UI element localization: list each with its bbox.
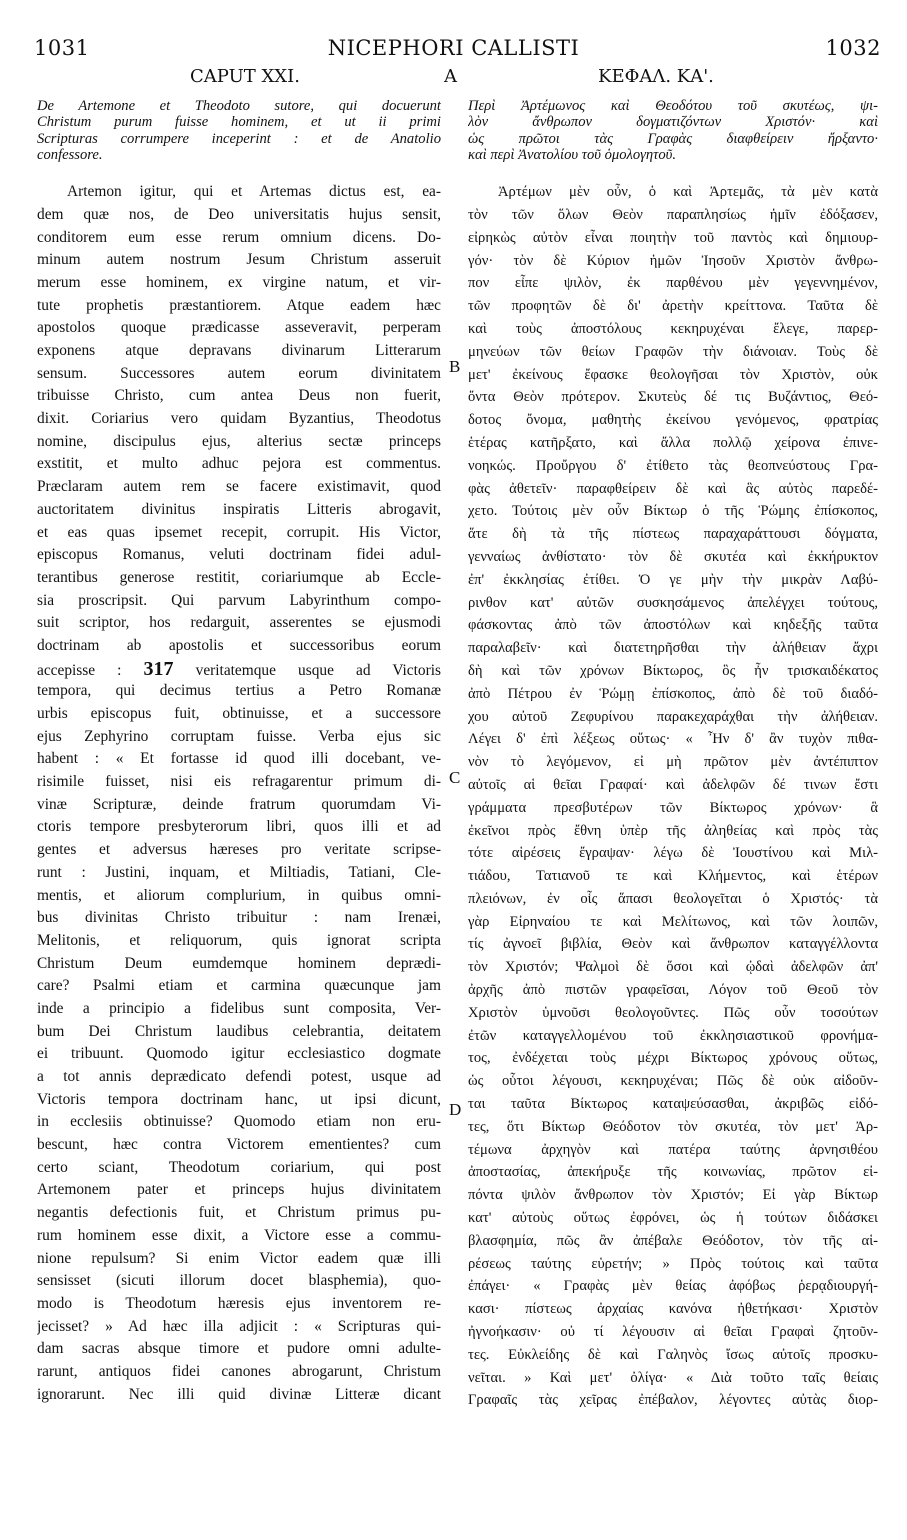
right-page-number: 1032 bbox=[825, 36, 881, 60]
latin-lines-part2 bbox=[37, 680, 441, 1406]
text-line: Χριστὸν ὑμνοῦσι θεολογοῦντες. Πῶς οὖν τοσούτων bbox=[468, 1004, 878, 1021]
text-line: bum Dei Christum laudibus celebrantia, deitatem bbox=[37, 1022, 441, 1040]
text-line: terantibus generose restitit, coriariumque ab Eccle- bbox=[37, 568, 441, 586]
text-line: conditorem eum esse rerum omnium dicens. Do- bbox=[37, 228, 441, 246]
latin-chapter-heading: CAPUT XXI. bbox=[190, 66, 300, 87]
latin-lines-part1 bbox=[37, 181, 441, 657]
text-line: καὶ τοὺς ἀποστόλους κεκηρυχέναι ἔλεγε, παρερ- bbox=[468, 320, 878, 337]
text-line: dem quæ nos, de Deo universitatis hujus sensit, bbox=[37, 205, 441, 223]
text-line: bescunt, hæc contra Victorem ementientes? cum bbox=[37, 1136, 441, 1154]
text-line: nomine, discipulus ejus, alterius sectæ princeps bbox=[37, 432, 441, 450]
latin-column bbox=[37, 98, 441, 1406]
summary-line: Περὶ Ἀρτέμωνος καὶ Θεοδότου τοῦ σκυτέως, ψι- bbox=[468, 98, 878, 114]
margin-letter-d: D bbox=[449, 1100, 462, 1119]
text-line: τιάδου, Τατιανοῦ τε καὶ Κλήμεντος, καὶ ἑτέρων bbox=[468, 868, 878, 885]
text-line: κασι· πίστεως ἀρχαίας κανόνα ἠθετήκασι· Χριστὸν bbox=[468, 1301, 878, 1318]
page-ref-prefix: accepisse : bbox=[37, 661, 122, 679]
text-line: exponens atque depravans divinarum Litterarum bbox=[37, 342, 441, 359]
text-line: τίς ἀγνοεῖ βιβλία, Θεὸν καὶ ἄνθρωπον καταγγέλλοντα bbox=[468, 936, 878, 953]
text-line: τότε αἱρέσεις ἔγραψαν· λέγω δὲ Ἰουστίνου καὶ Μιλ- bbox=[468, 845, 878, 862]
text-line: tute prophetis præstantiorem. Atque eadem hæc bbox=[37, 296, 441, 314]
text-line: ὡς οὗτοι λέγουσι, κεκηρυχέναι; Πῶς δὲ οὐκ αἰδοῦν- bbox=[468, 1073, 878, 1090]
text-line: γράμματα πρεσβυτέρων τῶν Βίκτωρος χρόνων· ἃ bbox=[468, 799, 878, 816]
text-line: ἀρχῆς ἀπὸ πιστῶν γραφεῖσαι, Λόγον τοῦ Θεοῦ τὸν bbox=[468, 982, 878, 999]
text-line: in ecclesiis obtinuisse? Quomodo etiam non eru- bbox=[37, 1113, 441, 1131]
text-line: nione repulsum? Si enim Victor eadem quæ illi bbox=[37, 1249, 441, 1267]
summary-line: καὶ περὶ Ἀνατολίου τοῦ ὁμολογητοῦ. bbox=[468, 146, 676, 163]
text-line: Artemonem pater et princeps hujus divinitatem bbox=[37, 1181, 441, 1199]
text-line: τὸν Χριστόν; Ψαλμοὶ δὲ ὅσοι καὶ ᾠδαὶ ἀδελφῶν ἀπ' bbox=[468, 959, 878, 976]
text-line: γὰρ Εἰρηναίου τε καὶ Μελίτωνος, καὶ τῶν λοιπῶν, bbox=[468, 913, 878, 930]
text-line: τῶν προφητῶν δὲ δι' ἀρετὴν κρείττονα. Ταῦτα δὲ bbox=[468, 298, 878, 315]
text-line: ejus Zephyrino corruptam fuisse. Verba ejus sic bbox=[37, 727, 441, 745]
text-line: νεῖται. » Καὶ μετ' ὀλίγα· « Διὰ τοῦτο ταῖς θείαις bbox=[468, 1369, 878, 1386]
text-line: minum autem nostrum Jesum Christum asseruit bbox=[37, 251, 441, 269]
summary-line: Christum purum fuisse hominem, et ut ii primi bbox=[37, 114, 441, 131]
text-line: ἀποστασίας, ἀπεκήρυξε τῆς κοινωνίας, πρῶτον εἰ- bbox=[468, 1164, 878, 1181]
text-line: sia proscripsit. Qui parvum Labyrinthum compo- bbox=[37, 591, 441, 609]
text-line: γόν· τὸν δὲ Κύριον ἡμῶν Ἰησοῦν Χριστὸν ἄνθρω- bbox=[468, 252, 878, 269]
text-line: τέμωνα ἀρχηγὸν καὶ πατέρα ταύτης ἀρνησιθέου bbox=[468, 1141, 878, 1158]
summary-line: Scripturas corrumpere inceperint : et de Anatolio bbox=[37, 130, 441, 147]
text-line: τες. Εὐκλείδης δὲ καὶ Γαληνὸς ἴσως αὐτοῖς προσκυ- bbox=[468, 1346, 878, 1363]
text-line: Victoris tempora doctrinam hanc, ut ipsi dicunt, bbox=[37, 1090, 441, 1108]
text-line: apostolos quoque prædicasse asseveravit, perperam bbox=[37, 319, 441, 337]
margin-letter-b: B bbox=[449, 357, 461, 376]
summary-line: De Artemone et Theodoto sutore, qui docuerunt bbox=[37, 98, 441, 114]
text-line: ται ταῦτα Βίκτωρος καταψεύσασθαι, ἀκριβῶς εἰδό- bbox=[468, 1096, 878, 1113]
text-line: παραλαβεῖν· καὶ διατετηρῆσθαι τὴν ἀλήθειαν ἄχρι bbox=[468, 640, 878, 657]
text-line: urbis episcopus fuit, obtinuisse, et a successore bbox=[37, 705, 441, 722]
text-line: merum esse hominem, ex virgine natum, et vir- bbox=[37, 273, 441, 291]
text-line: Melitonis, et reliquorum, quis ignorat scripta bbox=[37, 931, 441, 949]
greek-body-text bbox=[468, 181, 878, 1412]
text-line: suit scriptor, hos redarguit, asserentes se ejusmodi bbox=[37, 614, 441, 632]
text-line: τὸν τῶν ὅλων Θεὸν παραπλησίως ἡμῖν ἐδόξασεν, bbox=[468, 206, 878, 223]
text-line: νὸν τὸ λεγόμενον, εἰ μὴ πρῶτον μὲν ἀντέπιπτον bbox=[468, 754, 878, 771]
text-line: mentis, et aliorum complurium, in quibus omni- bbox=[37, 886, 441, 904]
greek-chapter-heading: ΚΕΦΑΛ. ΚΑ'. bbox=[598, 66, 714, 87]
text-line: μηνεύων τῶν θείων Γραφῶν τὴν διάνοιαν. Τοὺς δὲ bbox=[468, 343, 878, 360]
margin-letter-a: A bbox=[444, 66, 457, 87]
summary-line: ὡς πρῶτοι τὰς Γραφὰς διαφθείρειν ἤρξαντο· bbox=[468, 130, 878, 147]
text-line: ignorarunt. Nec illi quid divinæ Litteræ dicant bbox=[37, 1385, 441, 1403]
text-line: ὄντα Θεὸν πρότερον. Σκυτεὺς δέ τις Βυζάντιος, Θεό- bbox=[468, 389, 878, 406]
text-line: gentes et adversus hæreses pro veritate scripse- bbox=[37, 841, 441, 859]
text-line: ρινθον κατ' αὐτῶν συσκησάμενος ἀπελέγχει τούτους, bbox=[468, 594, 878, 611]
text-line: modo is Theodotum hæresis ejus inventorem re- bbox=[37, 1294, 441, 1312]
text-line: τες, ὅτι Βίκτωρ Θεόδοτον τὸν σκυτέα, τὸν μετ' Ἀρ- bbox=[468, 1118, 878, 1135]
text-line: δοτος ὄνομα, μαθητὴς ἐκείνου γενόμενος, φρατρίας bbox=[468, 412, 878, 429]
text-line: rarunt, antiquos fidei canones abrogarunt, Christum bbox=[37, 1362, 441, 1380]
text-line: ἐτῶν καταγγελλομένου τοῦ ἐκκλησιαστικοῦ φρονήμα- bbox=[468, 1027, 878, 1044]
text-line: αὐτοῖς αἱ θεῖαι Γραφαί· καὶ ἀδελφῶν δέ τινων ἔστι bbox=[468, 776, 878, 793]
text-line: ἀπὸ Πέτρου ἐν Ῥώμῃ ἐπίσκοπος, ἀπὸ δὲ τοῦ διαδό- bbox=[468, 685, 878, 702]
text-line: runt : Justini, inquam, et Miltiadis, Tatiani, Cle- bbox=[37, 863, 441, 881]
text-line: Ἀρτέμων μὲν οὖν, ὁ καὶ Ἀρτεμᾶς, τὰ μὲν κατὰ bbox=[498, 184, 878, 201]
text-line: Præclaram autem rem se facere existimavit, quod bbox=[37, 478, 441, 496]
text-line: ctoris tempore presbyterorum libri, quos illi et ad bbox=[37, 818, 441, 836]
running-title: NICEPHORI CALLISTI bbox=[327, 36, 580, 60]
text-line: φὰς ἀθετεῖν· παραφθείρειν δὲ καὶ ἃς αὐτὸς παρεδέ- bbox=[468, 480, 878, 497]
text-line: ρέσεως ταύτης εὑρετήν; » Πρὸς τούτοις καὶ ταῦτα bbox=[468, 1255, 878, 1272]
text-line: certo sciant, Theodotum coriarium, qui post bbox=[37, 1158, 441, 1176]
text-line: dixit. Coriarius vero quidam Byzantius, Theodotus bbox=[37, 410, 441, 428]
text-line: μετ' ἐκείνους ἔφασκε θεολογῆσαι τὸν Χριστὸν, οὐκ bbox=[468, 366, 878, 383]
latin-summary bbox=[37, 98, 441, 163]
margin-letter-c: C bbox=[449, 768, 461, 787]
text-line: habent : « Et fortasse id quod illi docebant, ve- bbox=[37, 750, 441, 768]
text-line: exstitit, et multo adhuc pejora est commentus. bbox=[37, 455, 441, 473]
text-line: χετο. Τούτοις μὲν οὖν Βίκτωρ ὁ τῆς Ῥώμης ἐπίσκοπος, bbox=[468, 503, 878, 520]
summary-line: λὸν ἄνθρωπον δογματιζόντων Χριστόν· καὶ bbox=[468, 114, 878, 131]
text-line: dam sacras absque timore et pudore omni adulte- bbox=[37, 1340, 441, 1358]
text-line: tribuisse Christo, cum antea Deus non fuerit, bbox=[37, 387, 441, 405]
text-line: Christum Deum eumdemque hominem deprædi- bbox=[37, 954, 441, 972]
page-ref-number: 317 bbox=[143, 657, 174, 680]
text-line: inde a principio a fidelibus sunt composita, Ver- bbox=[37, 999, 441, 1017]
latin-body-text bbox=[37, 181, 441, 1406]
text-line: a tot annis deprædicato defendi potest, usque ad bbox=[37, 1068, 441, 1085]
text-line: bus divinitas Christo tribuitur : nam Irenæi, bbox=[37, 909, 441, 927]
text-line: νοηκώς. Προὔργου δ' ἐτίθετο τὰς θεοπνεύστους Γρα- bbox=[468, 457, 878, 474]
text-line: care? Psalmi etiam et carmina quæcunque jam bbox=[37, 977, 441, 995]
text-line: ἐπάγει· « Γραφὰς μὲν θείας ἀφόβως ῥερᾳδιουργή- bbox=[468, 1278, 878, 1295]
text-line: πλειόνων, ἐν οἷς ἅπασι θεολογεῖται ὁ Χριστός· τὰ bbox=[468, 890, 878, 907]
text-line: doctrinam ab apostolis et successoribus eorum bbox=[37, 636, 441, 654]
text-line: et eas quas ipsemet recepit, corrupit. His Victor, bbox=[37, 523, 441, 541]
summary-line: confessore. bbox=[37, 146, 103, 163]
text-line: negantis defectionis fuit, et Christum primus pu- bbox=[37, 1204, 441, 1222]
greek-summary bbox=[468, 98, 878, 163]
page-ref-suffix: veritatemque usque ad Victoris bbox=[195, 661, 441, 679]
text-line: Artemon igitur, qui et Artemas dictus est, ea- bbox=[67, 183, 441, 201]
text-line: τος, ἐνδέχεται τοὺς μέχρι Βίκτωρος χρόνους οὕτως, bbox=[468, 1050, 878, 1067]
text-line: tempora, qui decimus tertius a Petro Romanæ bbox=[37, 682, 441, 700]
text-line: Γραφαῖς τὰς χεῖρας ἐπέβαλον, λέγοντες αὐτὰς διορ- bbox=[468, 1392, 878, 1409]
text-line: φάσκοντας ἀπὸ τῶν ἀποστόλων καὶ κηδεξῆς ταῦτα bbox=[468, 617, 878, 634]
page-ref-line bbox=[37, 658, 441, 681]
text-line: χου αὐτοῦ Ζεφυρίνου παρακεχαράχθαι τὴν ἀλήθειαν. bbox=[468, 708, 878, 725]
text-line: ei tribuunt. Quomodo igitur ecclesiastico dogmate bbox=[37, 1045, 441, 1063]
text-line: ἑτέρας κατῆρξατο, καὶ ἄλλα πολλῷ χείρονα ἐπινε- bbox=[468, 434, 878, 451]
text-line: ἐκεῖνοι πρὸς ἔθνη ὑπὲρ τῆς ἀληθείας καὶ πρὸς τὰς bbox=[468, 822, 878, 839]
text-line: Λέγει δ' ἐπὶ λέξεως οὕτως· « Ἦν δ' ἂν τυχὸν πιθα- bbox=[468, 731, 878, 748]
text-line: πον εἶπε ψιλὸν, ἐκ παρθένου μὲν γεγεννημένον, bbox=[468, 275, 878, 292]
text-line: auctoritatem divinitus inspiratis Litteris abrogavit, bbox=[37, 500, 441, 518]
text-line: vinæ Scripturæ, deinde fratrum quorumdam Vi- bbox=[37, 795, 441, 813]
left-page-number: 1031 bbox=[34, 36, 90, 60]
text-line: ἅτε δὴ τὰ τῆς πίστεως παραχαράττουσι δόγματα, bbox=[468, 526, 878, 543]
text-line: sensum. Successores autem eorum divinitatem bbox=[37, 364, 441, 382]
text-line: jecisset? » Ad hæc illa adjicit : « Scripturas qui- bbox=[37, 1317, 441, 1335]
text-line: κατ' αὐτοὺς οὕτως ἐφρόνει, ὡς ἡ τούτων διδάσκει bbox=[468, 1210, 878, 1227]
text-line: ἐπ' ἐκκλησίας ἐτίθει. Ὁ γε μὴν τὴν μικρὰν Λαβύ- bbox=[468, 571, 878, 588]
text-line: εἰρηκὼς αὐτὸν εἶναι ποιητὴν τοῦ παντὸς καὶ δημιουρ- bbox=[468, 229, 878, 246]
text-line: γενναίως ἀνθίστατο· τὸν δὲ σκυτέα καὶ ἐκκήρυκτον bbox=[468, 548, 878, 565]
greek-column bbox=[468, 98, 878, 1412]
text-line: δὴ καὶ τῶν χρόνων Βίκτωρος, ὃς ἦν τρισκαιδέκατος bbox=[468, 662, 878, 679]
text-line: ἠγνοήκασιν· οὐ τί λέγουσιν αἱ θεῖαι Γραφαὶ ζητοῦν- bbox=[468, 1324, 878, 1341]
text-line: sensisset (sicuti illorum docet blasphemia), quo- bbox=[37, 1272, 441, 1290]
text-line: rum hominem esse dixit, a Victore esse a commu- bbox=[37, 1226, 441, 1244]
text-line: episcopus Romanus, veluti doctrinam fidei adul- bbox=[37, 546, 441, 564]
text-line: risimile fuisset, nisi eis refragarentur primum di- bbox=[37, 773, 441, 791]
text-line: πόντα ψιλὸν ἄνθρωπον τὸν Χριστόν; Εἰ γὰρ Βίκτωρ bbox=[468, 1187, 878, 1204]
text-line: βλασφημία, πῶς ἂν ἀπέβαλε Θεόδοτον, τὸν τῆς αἱ- bbox=[468, 1232, 878, 1249]
